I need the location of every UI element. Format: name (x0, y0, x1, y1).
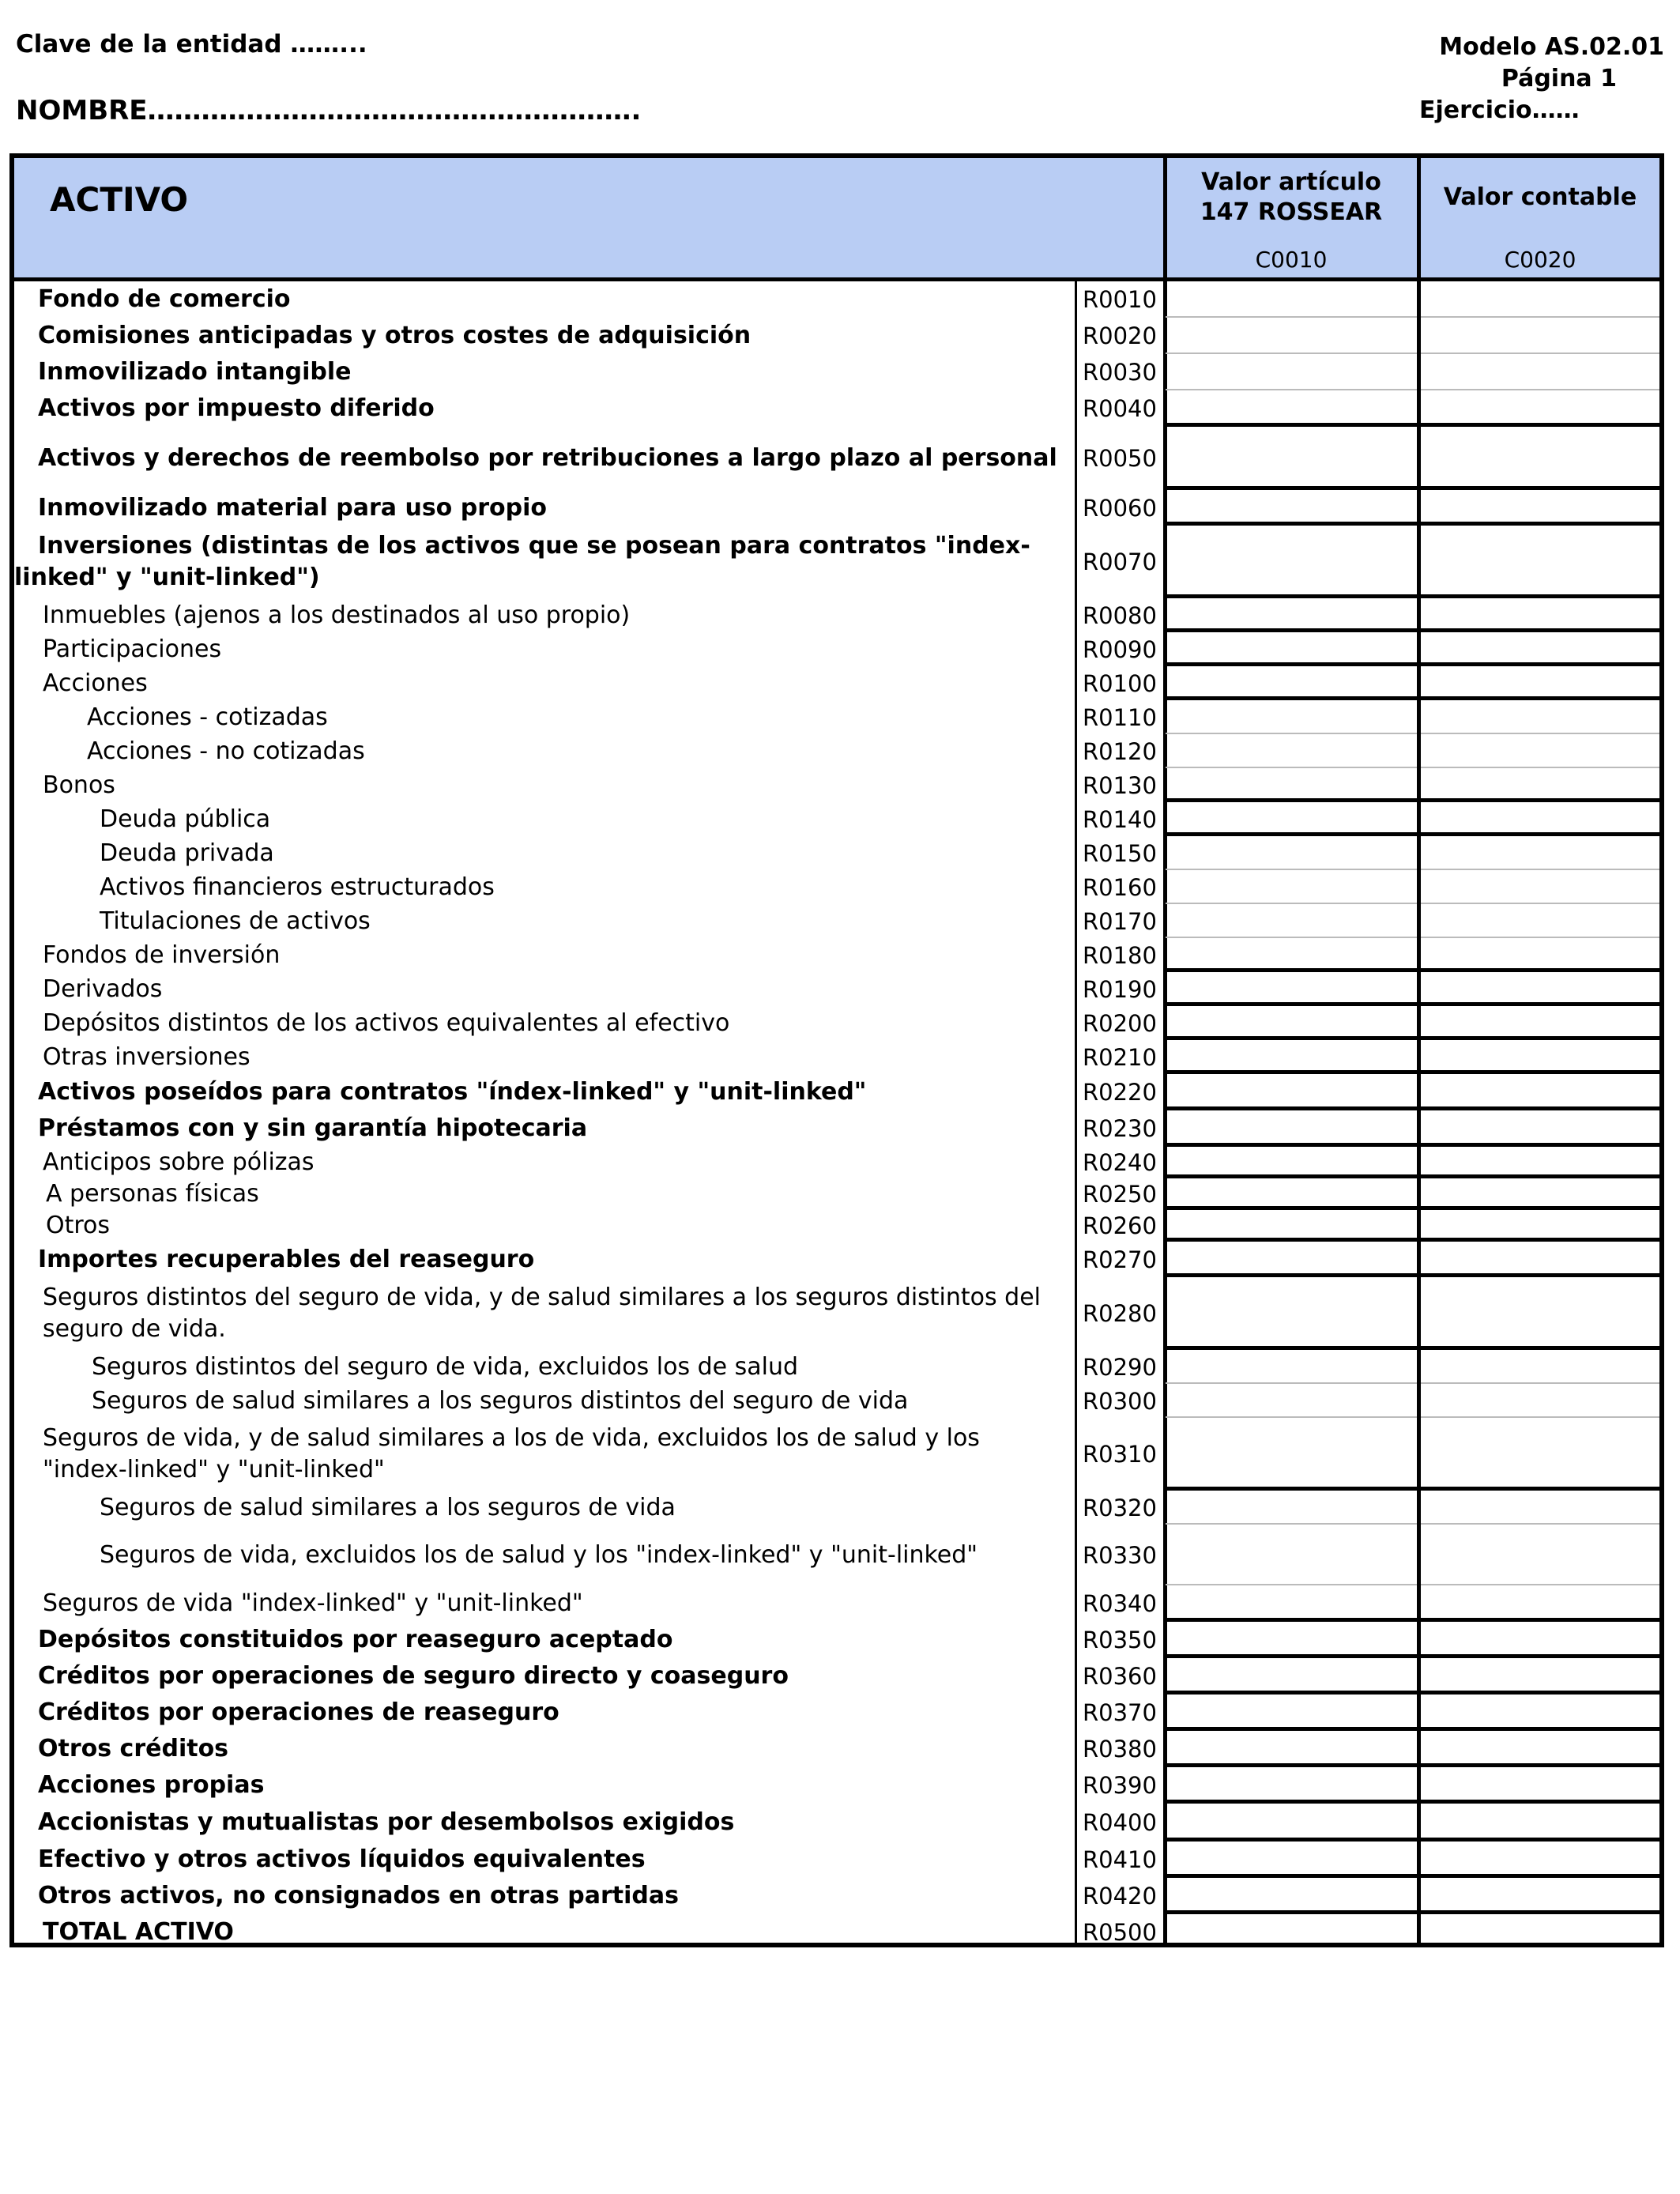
table-row (14, 1242, 1659, 1277)
row-label: Seguros de vida "index-linked" y "unit-linked" (43, 1589, 583, 1617)
row-label-cell (14, 904, 1075, 938)
value-cell-c0020[interactable] (1421, 281, 1659, 318)
row-label-cell (14, 1277, 1075, 1350)
row-label-cell (14, 318, 1075, 354)
value-cell-c0010[interactable] (1166, 1767, 1417, 1804)
row-label-cell (14, 1074, 1075, 1110)
value-cell-c0020[interactable] (1421, 1147, 1659, 1178)
value-cell-c0010[interactable] (1166, 1350, 1417, 1384)
row-label-cell (14, 1731, 1075, 1767)
row-label: Fondo de comercio (38, 285, 291, 313)
value-cell-c0010[interactable] (1166, 427, 1417, 490)
row-label: Importes recuperables del reaseguro (38, 1245, 535, 1273)
row-label: Inmuebles (ajenos a los destinados al uso propio) (43, 601, 631, 629)
value-cell-c0010[interactable] (1166, 666, 1417, 700)
column-header-c0010 (1166, 158, 1417, 277)
row-code: R0140 (1083, 805, 1157, 833)
value-cell-c0020[interactable] (1421, 390, 1659, 427)
value-cell-c0010[interactable] (1166, 836, 1417, 870)
row-label-cell (14, 1210, 1075, 1242)
row-code: R0180 (1083, 941, 1157, 969)
table-row (14, 1006, 1659, 1040)
table-row (14, 700, 1659, 734)
row-label-cell (14, 1878, 1075, 1914)
row-label: Participaciones (43, 635, 222, 663)
value-cell-c0010[interactable] (1166, 1491, 1417, 1525)
row-label-cell (14, 1767, 1075, 1804)
value-cell-c0020[interactable] (1421, 427, 1659, 490)
row-label: A personas físicas (46, 1180, 259, 1208)
table-row (14, 1384, 1659, 1418)
table-row (14, 1842, 1659, 1878)
section-title: ACTIVO (50, 180, 189, 219)
value-cell-c0010[interactable] (1166, 281, 1417, 318)
table-row (14, 1210, 1659, 1242)
row-label-cell (14, 632, 1075, 666)
table-row (14, 1804, 1659, 1842)
table-row (14, 318, 1659, 354)
table-row (14, 1074, 1659, 1110)
row-label-cell (14, 1384, 1075, 1418)
value-cell-c0010[interactable] (1166, 354, 1417, 390)
value-cell-c0010[interactable] (1166, 1525, 1417, 1585)
row-label-cell (14, 598, 1075, 632)
row-code: R0080 (1083, 601, 1157, 629)
value-cell-c0020[interactable] (1421, 1767, 1659, 1804)
value-cell-c0010[interactable] (1166, 1006, 1417, 1040)
table-row (14, 598, 1659, 632)
row-label-cell (14, 390, 1075, 427)
row-label: Inmovilizado material para uso propio (38, 493, 547, 522)
value-cell-c0010[interactable] (1166, 632, 1417, 666)
value-cell-c0010[interactable] (1166, 1418, 1417, 1491)
value-cell-c0020[interactable] (1421, 1006, 1659, 1040)
model-code: Modelo AS.02.01 (1439, 33, 1664, 61)
value-cell-c0020[interactable] (1421, 354, 1659, 390)
row-label-cell (14, 700, 1075, 734)
value-cell-c0020[interactable] (1421, 1277, 1659, 1350)
value-cell-c0010[interactable] (1166, 490, 1417, 526)
value-cell-c0010[interactable] (1166, 1040, 1417, 1074)
table-row (14, 1695, 1659, 1731)
value-cell-c0010[interactable] (1166, 802, 1417, 836)
row-label-cell (14, 1695, 1075, 1731)
table-row (14, 1350, 1659, 1384)
asset-form (9, 153, 1664, 1947)
value-cell-c0020[interactable] (1421, 1178, 1659, 1210)
value-cell-c0020[interactable] (1421, 666, 1659, 700)
value-cell-c0020[interactable] (1421, 1804, 1659, 1842)
row-code: R0130 (1083, 771, 1157, 799)
row-code: R0070 (1083, 548, 1157, 575)
row-code: R0110 (1083, 703, 1157, 731)
table-row (14, 938, 1659, 972)
value-cell-c0020[interactable] (1421, 598, 1659, 632)
row-label-cell (14, 1110, 1075, 1147)
table-row (14, 666, 1659, 700)
row-label: Acciones (43, 669, 148, 697)
value-cell-c0010[interactable] (1166, 1731, 1417, 1767)
table-row (14, 1110, 1659, 1147)
row-code: R0260 (1083, 1212, 1157, 1239)
form-header (14, 158, 1659, 281)
row-label: Accionistas y mutualistas por desembolsos exigidos (38, 1808, 735, 1836)
row-label: Bonos (43, 771, 115, 799)
row-label-cell (14, 802, 1075, 836)
table-row (14, 1878, 1659, 1914)
value-cell-c0010[interactable] (1166, 1658, 1417, 1695)
value-cell-c0010[interactable] (1166, 1842, 1417, 1878)
value-cell-c0020[interactable] (1421, 1242, 1659, 1277)
row-code: R0330 (1083, 1541, 1157, 1569)
row-label-cell (14, 526, 1075, 598)
row-code: R0160 (1083, 873, 1157, 901)
value-cell-c0020[interactable] (1421, 1040, 1659, 1074)
row-code: R0410 (1083, 1846, 1157, 1873)
row-label: Otros (46, 1212, 111, 1239)
page-number: Página 1 (1501, 65, 1617, 92)
value-cell-c0020[interactable] (1421, 904, 1659, 938)
row-code: R0240 (1083, 1149, 1157, 1176)
row-code: R0270 (1083, 1246, 1157, 1273)
value-cell-c0020[interactable] (1421, 700, 1659, 734)
value-cell-c0010[interactable] (1166, 1585, 1417, 1622)
table-row (14, 490, 1659, 526)
row-code: R0060 (1083, 494, 1157, 522)
value-cell-c0020[interactable] (1421, 1525, 1659, 1585)
table-row (14, 972, 1659, 1006)
value-cell-c0020[interactable] (1421, 1622, 1659, 1658)
value-cell-c0020[interactable] (1421, 1842, 1659, 1878)
row-label-cell (14, 1491, 1075, 1525)
row-label: Deuda privada (100, 839, 274, 867)
row-label-cell (14, 1350, 1075, 1384)
model-block (1439, 32, 1664, 95)
value-cell-c0020[interactable] (1421, 1914, 1659, 1947)
value-cell-c0010[interactable] (1166, 938, 1417, 972)
row-code: R0010 (1083, 286, 1157, 313)
value-cell-c0020[interactable] (1421, 1350, 1659, 1384)
row-label-cell (14, 1804, 1075, 1842)
value-cell-c0020[interactable] (1421, 1658, 1659, 1695)
row-label-cell (14, 1178, 1075, 1210)
row-label-cell (14, 1418, 1075, 1491)
table-row (14, 1277, 1659, 1350)
row-label-cell (14, 1525, 1075, 1585)
row-code: R0290 (1083, 1353, 1157, 1381)
column-title-line1: Valor contable (1443, 183, 1637, 211)
column-title-line2: 147 ROSSEAR (1200, 198, 1383, 226)
row-label: Seguros de salud similares a los seguros distintos del seguro de vida (92, 1386, 909, 1415)
row-label: TOTAL ACTIVO (43, 1918, 234, 1946)
value-cell-c0020[interactable] (1421, 836, 1659, 870)
row-label: Seguros de vida, excluidos los de salud y los "index-linked" y "unit-linked" (100, 1540, 978, 1569)
row-code: R0500 (1083, 1919, 1157, 1946)
column-code: C0020 (1504, 247, 1576, 273)
column-code: C0010 (1255, 247, 1328, 273)
value-cell-c0010[interactable] (1166, 1242, 1417, 1277)
value-cell-c0020[interactable] (1421, 1695, 1659, 1731)
row-code: R0230 (1083, 1115, 1157, 1142)
row-code: R0370 (1083, 1699, 1157, 1726)
row-code: R0280 (1083, 1300, 1157, 1327)
value-cell-c0010[interactable] (1166, 904, 1417, 938)
entity-key-label: Clave de la entidad ……... (16, 30, 367, 58)
value-cell-c0010[interactable] (1166, 1178, 1417, 1210)
row-label: Depósitos constituidos por reaseguro aceptado (38, 1626, 673, 1653)
row-label-cell (14, 870, 1075, 904)
row-label-cell (14, 1842, 1075, 1878)
row-label-cell (14, 734, 1075, 768)
value-cell-c0020[interactable] (1421, 870, 1659, 904)
row-label: Otras inversiones (43, 1042, 250, 1071)
row-code: R0150 (1083, 839, 1157, 867)
value-cell-c0010[interactable] (1166, 1695, 1417, 1731)
table-row (14, 526, 1659, 598)
row-code: R0030 (1083, 359, 1157, 386)
row-label: Acciones - cotizadas (87, 703, 328, 731)
row-label-cell (14, 1622, 1075, 1658)
row-code: R0200 (1083, 1009, 1157, 1037)
row-label: Acciones propias (38, 1771, 265, 1799)
row-label-cell (14, 427, 1075, 490)
table-row (14, 1418, 1659, 1491)
row-label: Anticipos sobre pólizas (43, 1148, 315, 1176)
row-code: R0340 (1083, 1590, 1157, 1617)
value-cell-c0020[interactable] (1421, 768, 1659, 802)
value-cell-c0010[interactable] (1166, 1804, 1417, 1842)
row-label-cell (14, 972, 1075, 1006)
table-row (14, 1914, 1659, 1947)
table-row (14, 281, 1659, 318)
row-code: R0210 (1083, 1043, 1157, 1071)
table-row (14, 1658, 1659, 1695)
table-row (14, 1731, 1659, 1767)
table-row (14, 1040, 1659, 1074)
row-code: R0190 (1083, 975, 1157, 1003)
row-code: R0040 (1083, 395, 1157, 422)
row-label: Otros activos, no consignados en otras partidas (38, 1882, 679, 1909)
value-cell-c0020[interactable] (1421, 1878, 1659, 1914)
row-label: Seguros de vida, y de salud similares a los de vida, excluidos los de salud y los "index-linked" y "unit-linked" (43, 1424, 980, 1483)
row-label-cell (14, 1585, 1075, 1622)
row-label: Créditos por operaciones de seguro directo y coaseguro (38, 1662, 789, 1690)
row-label-cell (14, 666, 1075, 700)
value-cell-c0020[interactable] (1421, 1731, 1659, 1767)
value-cell-c0010[interactable] (1166, 1622, 1417, 1658)
value-cell-c0020[interactable] (1421, 318, 1659, 354)
value-cell-c0020[interactable] (1421, 490, 1659, 526)
value-cell-c0010[interactable] (1166, 318, 1417, 354)
row-code: R0250 (1083, 1181, 1157, 1208)
row-label: Seguros distintos del seguro de vida, excluidos los de salud (92, 1352, 799, 1381)
value-cell-c0020[interactable] (1421, 802, 1659, 836)
value-cell-c0010[interactable] (1166, 870, 1417, 904)
row-label: Seguros distintos del seguro de vida, y de salud similares a los seguros distintos del seguro de vida. (43, 1284, 1042, 1343)
row-code: R0400 (1083, 1809, 1157, 1836)
value-cell-c0020[interactable] (1421, 734, 1659, 768)
table-row (14, 390, 1659, 427)
table-row (14, 427, 1659, 490)
column-header-c0020 (1421, 158, 1659, 277)
value-cell-c0020[interactable] (1421, 1585, 1659, 1622)
value-cell-c0010[interactable] (1166, 1277, 1417, 1350)
value-cell-c0020[interactable] (1421, 1418, 1659, 1491)
row-code: R0320 (1083, 1494, 1157, 1521)
row-label: Inversiones (distintas de los activos que se posean para contratos "index-linked" y "unit-linked") (14, 532, 1030, 591)
value-cell-c0010[interactable] (1166, 1914, 1417, 1947)
value-cell-c0020[interactable] (1421, 1074, 1659, 1110)
table-row (14, 632, 1659, 666)
value-cell-c0020[interactable] (1421, 632, 1659, 666)
row-label-cell (14, 1658, 1075, 1695)
row-label: Titulaciones de activos (100, 907, 371, 935)
row-code: R0360 (1083, 1663, 1157, 1690)
table-row (14, 1147, 1659, 1178)
row-code: R0300 (1083, 1387, 1157, 1415)
row-label-cell (14, 836, 1075, 870)
table-row (14, 802, 1659, 836)
row-code: R0310 (1083, 1441, 1157, 1468)
row-label: Activos y derechos de reembolso por retribuciones a largo plazo al personal (38, 444, 1057, 472)
row-label-cell (14, 490, 1075, 526)
value-cell-c0020[interactable] (1421, 972, 1659, 1006)
value-cell-c0010[interactable] (1166, 526, 1417, 598)
row-label-cell (14, 1914, 1075, 1947)
value-cell-c0010[interactable] (1166, 734, 1417, 768)
row-label: Fondos de inversión (43, 941, 281, 969)
row-code: R0100 (1083, 669, 1157, 697)
value-cell-c0010[interactable] (1166, 768, 1417, 802)
value-cell-c0020[interactable] (1421, 1210, 1659, 1242)
table-row (14, 904, 1659, 938)
row-label: Acciones - no cotizadas (87, 737, 365, 765)
row-code: R0420 (1083, 1883, 1157, 1909)
value-cell-c0010[interactable] (1166, 1147, 1417, 1178)
value-cell-c0010[interactable] (1166, 1110, 1417, 1147)
row-code: R0050 (1083, 445, 1157, 472)
table-row (14, 870, 1659, 904)
value-cell-c0010[interactable] (1166, 390, 1417, 427)
table-row (14, 1525, 1659, 1585)
value-cell-c0010[interactable] (1166, 700, 1417, 734)
row-code: R0120 (1083, 737, 1157, 765)
exercise-label: Ejercicio…… (1419, 96, 1580, 124)
row-label: Otros créditos (38, 1735, 229, 1762)
value-cell-c0020[interactable] (1421, 1110, 1659, 1147)
column-title-line1: Valor artículo (1201, 168, 1381, 196)
row-label-cell (14, 768, 1075, 802)
value-cell-c0020[interactable] (1421, 526, 1659, 598)
row-code: R0020 (1083, 322, 1157, 349)
row-label: Efectivo y otros activos líquidos equivalentes (38, 1845, 646, 1873)
row-label: Inmovilizado intangible (38, 358, 352, 386)
value-cell-c0020[interactable] (1421, 1384, 1659, 1418)
row-code: R0220 (1083, 1079, 1157, 1106)
row-label: Activos por impuesto diferido (38, 394, 435, 422)
value-cell-c0010[interactable] (1166, 1074, 1417, 1110)
row-label: Derivados (43, 974, 163, 1003)
table-row (14, 354, 1659, 390)
row-code: R0390 (1083, 1772, 1157, 1799)
row-label: Comisiones anticipadas y otros costes de adquisición (38, 322, 751, 349)
row-label-cell (14, 938, 1075, 972)
value-cell-c0010[interactable] (1166, 598, 1417, 632)
value-cell-c0020[interactable] (1421, 1491, 1659, 1525)
row-label: Deuda pública (100, 805, 271, 833)
table-row (14, 1585, 1659, 1622)
table-row (14, 734, 1659, 768)
row-label-cell (14, 1006, 1075, 1040)
value-cell-c0010[interactable] (1166, 972, 1417, 1006)
table-row (14, 1767, 1659, 1804)
row-label-cell (14, 1242, 1075, 1277)
value-cell-c0010[interactable] (1166, 1210, 1417, 1242)
row-label: Seguros de salud similares a los seguros de vida (100, 1493, 676, 1521)
value-cell-c0010[interactable] (1166, 1384, 1417, 1418)
row-label: Préstamos con y sin garantía hipotecaria (38, 1114, 588, 1142)
row-label-cell (14, 1147, 1075, 1178)
table-row (14, 836, 1659, 870)
row-label: Créditos por operaciones de reaseguro (38, 1698, 559, 1726)
row-label-cell (14, 354, 1075, 390)
row-code: R0170 (1083, 907, 1157, 935)
row-label-cell (14, 1040, 1075, 1074)
value-cell-c0020[interactable] (1421, 938, 1659, 972)
entity-name-label: NOMBRE………………………………………………. (16, 95, 642, 126)
row-code: R0350 (1083, 1627, 1157, 1653)
row-label: Activos financieros estructurados (100, 873, 495, 901)
table-row (14, 1622, 1659, 1658)
row-code: R0380 (1083, 1736, 1157, 1762)
row-code: R0090 (1083, 635, 1157, 663)
table-row (14, 768, 1659, 802)
row-label: Depósitos distintos de los activos equivalentes al efectivo (43, 1008, 730, 1037)
row-label-cell (14, 281, 1075, 318)
table-row (14, 1178, 1659, 1210)
value-cell-c0010[interactable] (1166, 1878, 1417, 1914)
table-row (14, 1491, 1659, 1525)
row-label: Activos poseídos para contratos "índex-linked" y "unit-linked" (38, 1078, 867, 1106)
